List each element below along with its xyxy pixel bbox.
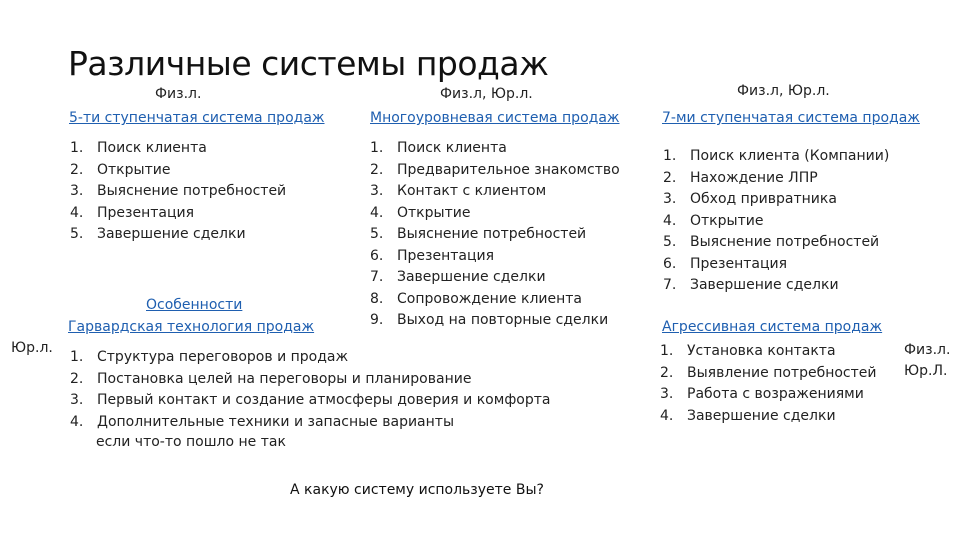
- harvard-audience-tag: Юр.л.: [11, 340, 53, 356]
- list-item: 3. Работа с возражениями: [660, 386, 864, 402]
- col3-steps-list: [663, 146, 889, 297]
- list-item: 1. Поиск клиента: [70, 140, 207, 156]
- list-item: 2. Выявление потребностей: [660, 364, 877, 381]
- list-item: 8. Сопровождение клиента: [370, 290, 582, 307]
- list-item: 1. Структура переговоров и продаж: [70, 349, 349, 365]
- list-item: 5. Выяснение потребностей: [663, 234, 880, 250]
- col1-heading: 5-ти ступенчатая система продаж: [69, 110, 325, 126]
- list-item: 7. Завершение сделки: [663, 277, 839, 293]
- list-item: 9. Выход на повторные сделки: [370, 312, 609, 328]
- col2-steps-list: [370, 138, 620, 332]
- list-item: 1. Установка контакта: [660, 343, 836, 359]
- harvard-steps-list: [70, 347, 550, 433]
- list-item: 6. Презентация: [663, 255, 788, 272]
- list-item: 3. Выяснение потребностей: [70, 183, 287, 199]
- aggressive-audience-tag-1: Физ.л.: [904, 342, 951, 358]
- col3-heading: 7-ми ступенчатая система продаж: [662, 110, 920, 126]
- harvard-heading: Гарвардская технология продаж: [68, 319, 315, 335]
- aggressive-steps-list: [660, 341, 877, 427]
- page-title: Различные системы продаж: [68, 44, 549, 83]
- list-item: 1. Поиск клиента (Компании): [663, 148, 890, 164]
- aggressive-heading: Агрессивная система продаж: [662, 319, 883, 335]
- col1-steps-list: [70, 138, 286, 246]
- list-item: 1. Поиск клиента: [370, 140, 507, 156]
- aggressive-audience-tag-2: Юр.Л.: [904, 363, 948, 379]
- list-item: 4. Открытие: [663, 212, 764, 229]
- list-item: 5. Завершение сделки: [70, 226, 246, 242]
- list-item: 5. Выяснение потребностей: [370, 226, 587, 242]
- list-item: 4. Презентация: [70, 204, 195, 221]
- list-item: 4. Дополнительные техники и запасные варианты: [70, 413, 454, 430]
- list-item: 4. Открытие: [370, 204, 471, 221]
- harvard-item-continuation: если что-то пошло не так: [96, 434, 286, 450]
- list-item: 2. Постановка целей на переговоры и планирование: [70, 370, 472, 387]
- list-item: 2. Нахождение ЛПР: [663, 169, 818, 186]
- closing-question: А какую систему используете Вы?: [290, 482, 544, 498]
- list-item: 7. Завершение сделки: [370, 269, 546, 285]
- list-item: 2. Открытие: [70, 161, 171, 178]
- col2-heading: Многоуровневая система продаж: [370, 110, 620, 126]
- harvard-features-heading: Особенности: [146, 297, 243, 313]
- list-item: 4. Завершение сделки: [660, 407, 836, 424]
- col2-audience-tag: Физ.л, Юр.л.: [440, 86, 533, 102]
- col3-audience-tag: Физ.л, Юр.л.: [737, 83, 830, 99]
- list-item: 6. Презентация: [370, 247, 495, 264]
- list-item: 2. Предварительное знакомство: [370, 161, 620, 178]
- list-item: 3. Первый контакт и создание атмосферы доверия и комфорта: [70, 392, 551, 408]
- col1-audience-tag: Физ.л.: [155, 86, 202, 102]
- list-item: 3. Контакт с клиентом: [370, 183, 547, 199]
- list-item: 3. Обход привратника: [663, 191, 837, 207]
